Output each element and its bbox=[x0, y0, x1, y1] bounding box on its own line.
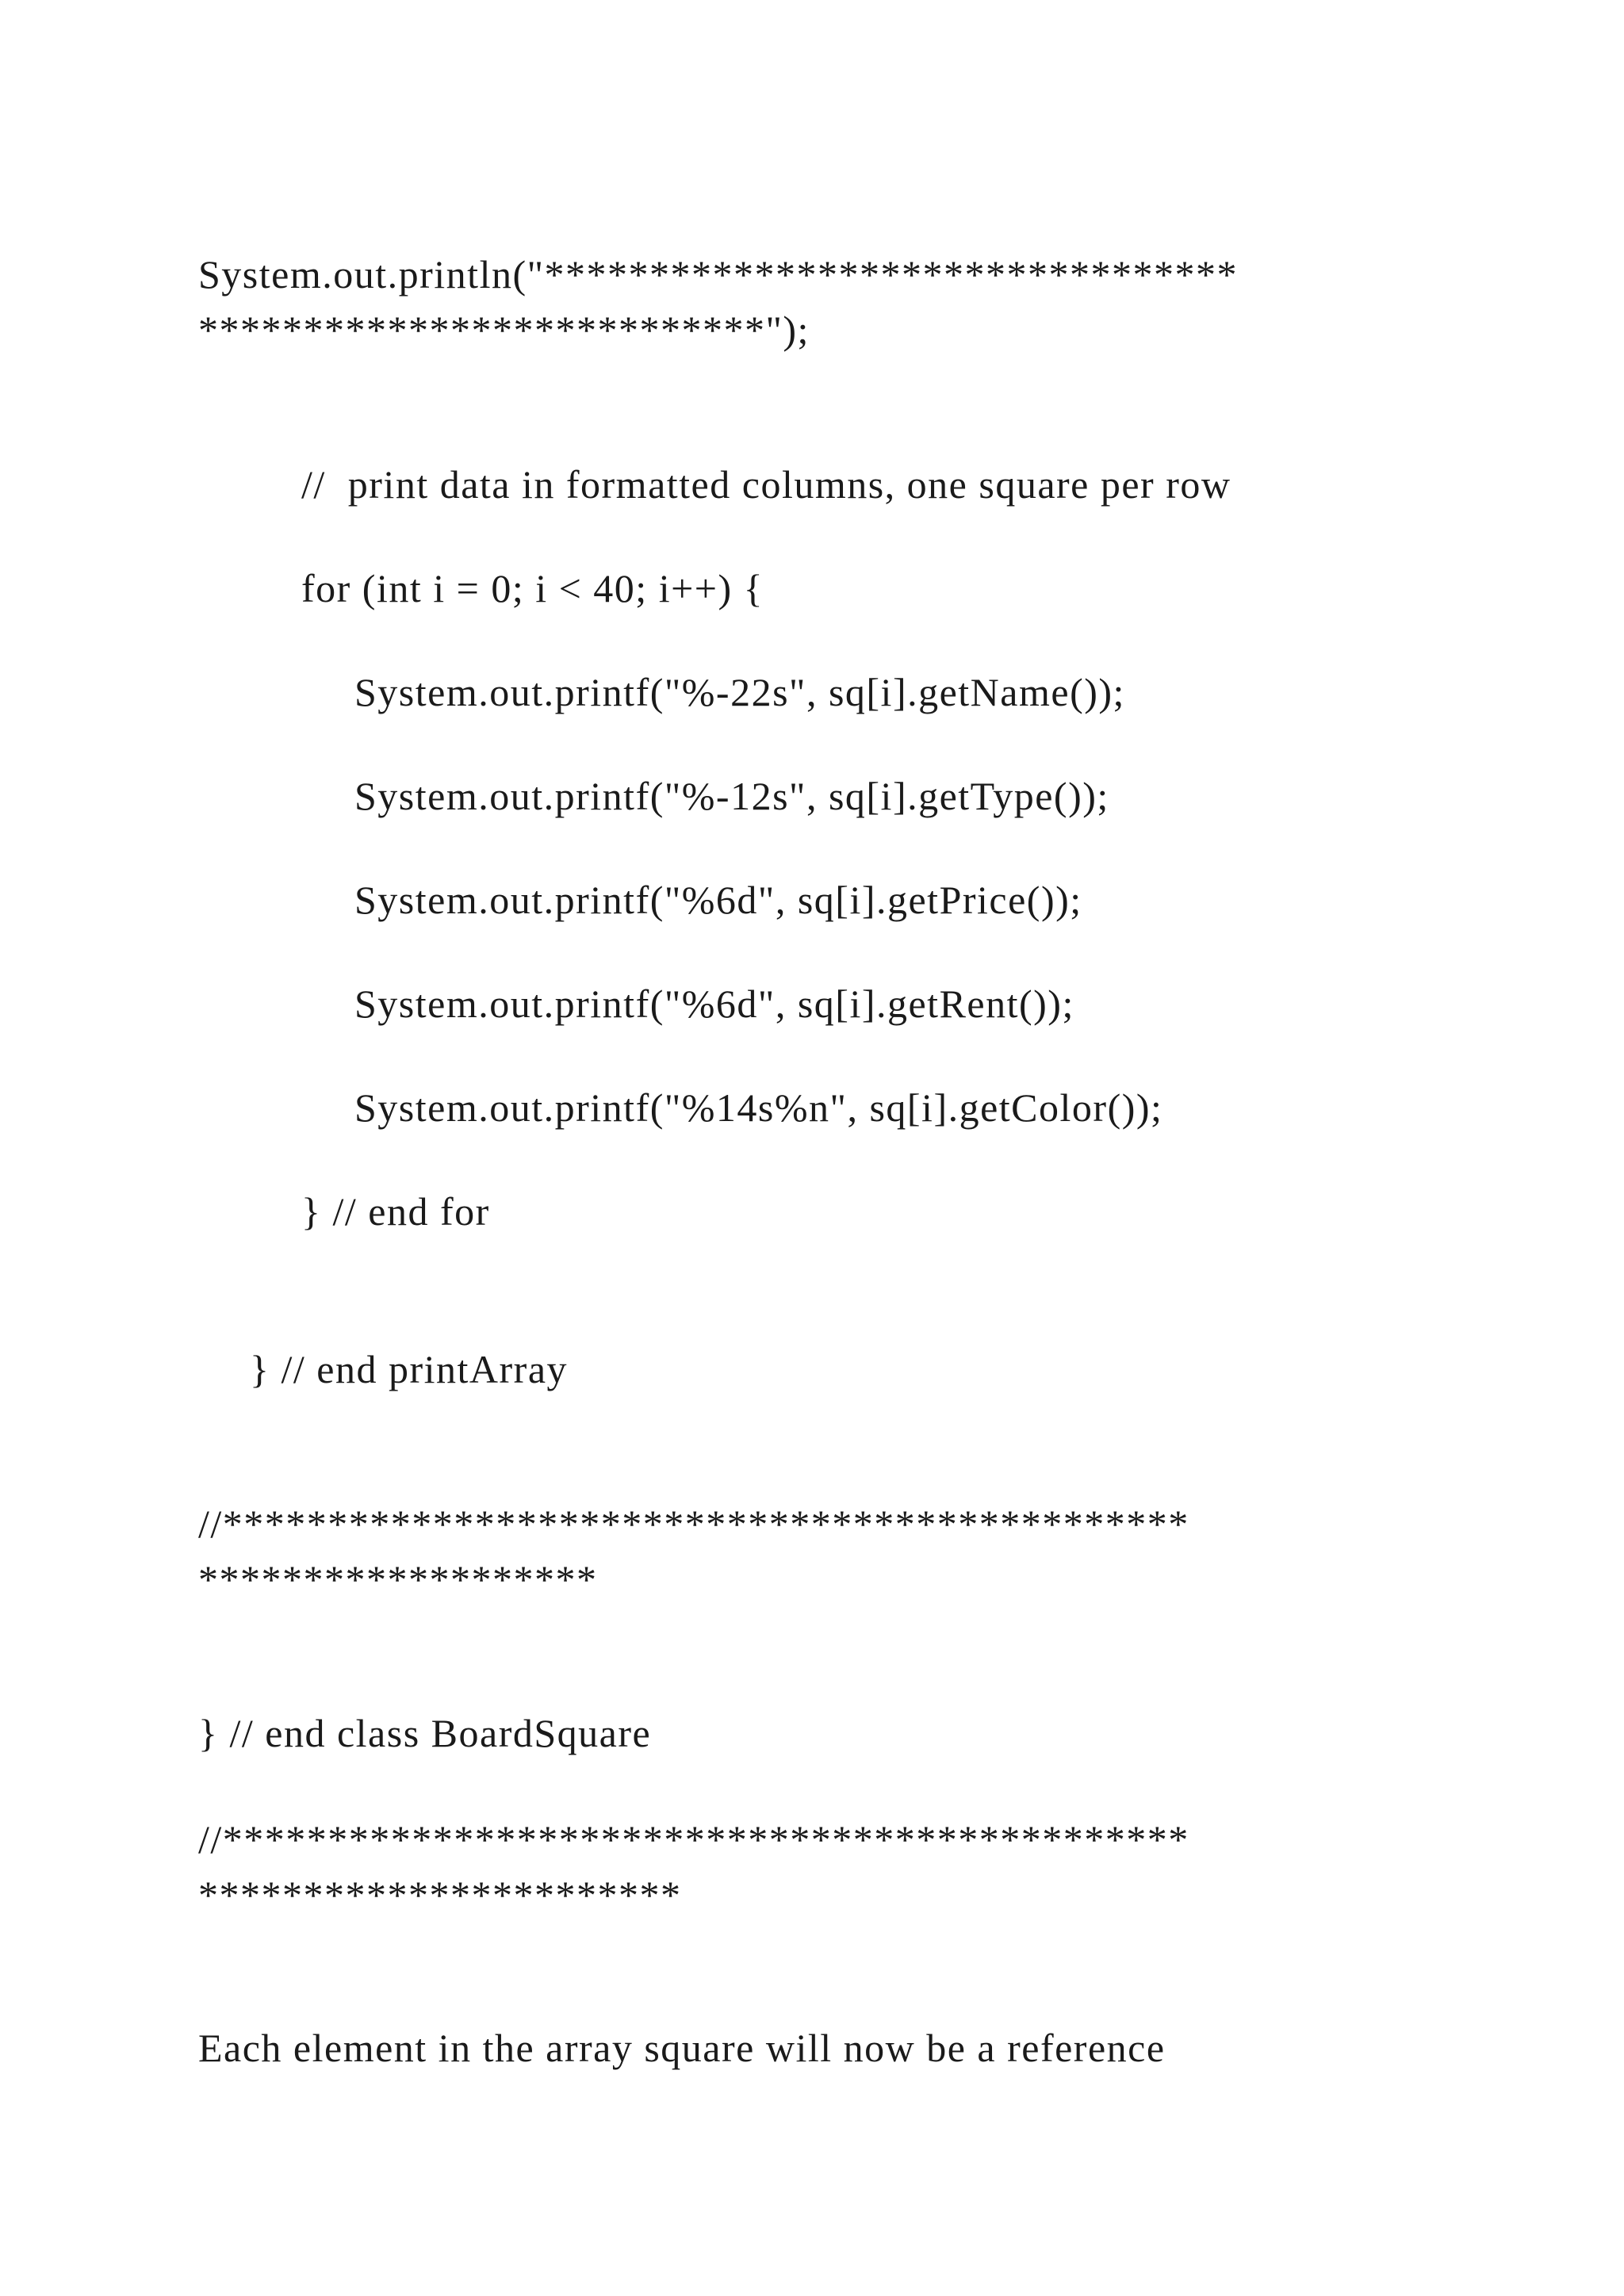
code-line-end-class: } // end class BoardSquare bbox=[198, 1711, 652, 1755]
code-line-printf-type: System.out.printf("%-12s", sq[i].getType()); bbox=[354, 774, 1109, 818]
code-line-separator-2: //********************************************** bbox=[198, 1817, 1189, 1862]
code-line-for-loop: for (int i = 0; i < 40; i++) { bbox=[301, 566, 764, 610]
code-line-printf-name: System.out.printf("%-22s", sq[i].getName()); bbox=[354, 670, 1125, 714]
code-line-printf-rent: System.out.printf("%6d", sq[i].getRent()); bbox=[354, 982, 1074, 1026]
code-line-comment-print-data: // print data in formatted columns, one square per row bbox=[301, 462, 1231, 507]
code-line-separator-1-continued: ******************* bbox=[198, 1557, 598, 1601]
body-text-paragraph: Each element in the array square will now be a reference bbox=[198, 2026, 1166, 2070]
code-line-end-for: } // end for bbox=[301, 1189, 490, 1234]
code-line-separator-2-continued: *********************** bbox=[198, 1873, 682, 1917]
code-line-separator-1: //********************************************** bbox=[198, 1502, 1189, 1546]
code-line-end-print-array: } // end printArray bbox=[250, 1347, 569, 1391]
code-line-printf-color: System.out.printf("%14s%n", sq[i].getColor()); bbox=[354, 1085, 1163, 1130]
code-line-printf-price: System.out.printf("%6d", sq[i].getPrice()); bbox=[354, 878, 1082, 922]
code-line-println-stars: System.out.println("********************************* bbox=[198, 252, 1239, 297]
code-line-println-stars-continued: ***************************"); bbox=[198, 308, 810, 352]
